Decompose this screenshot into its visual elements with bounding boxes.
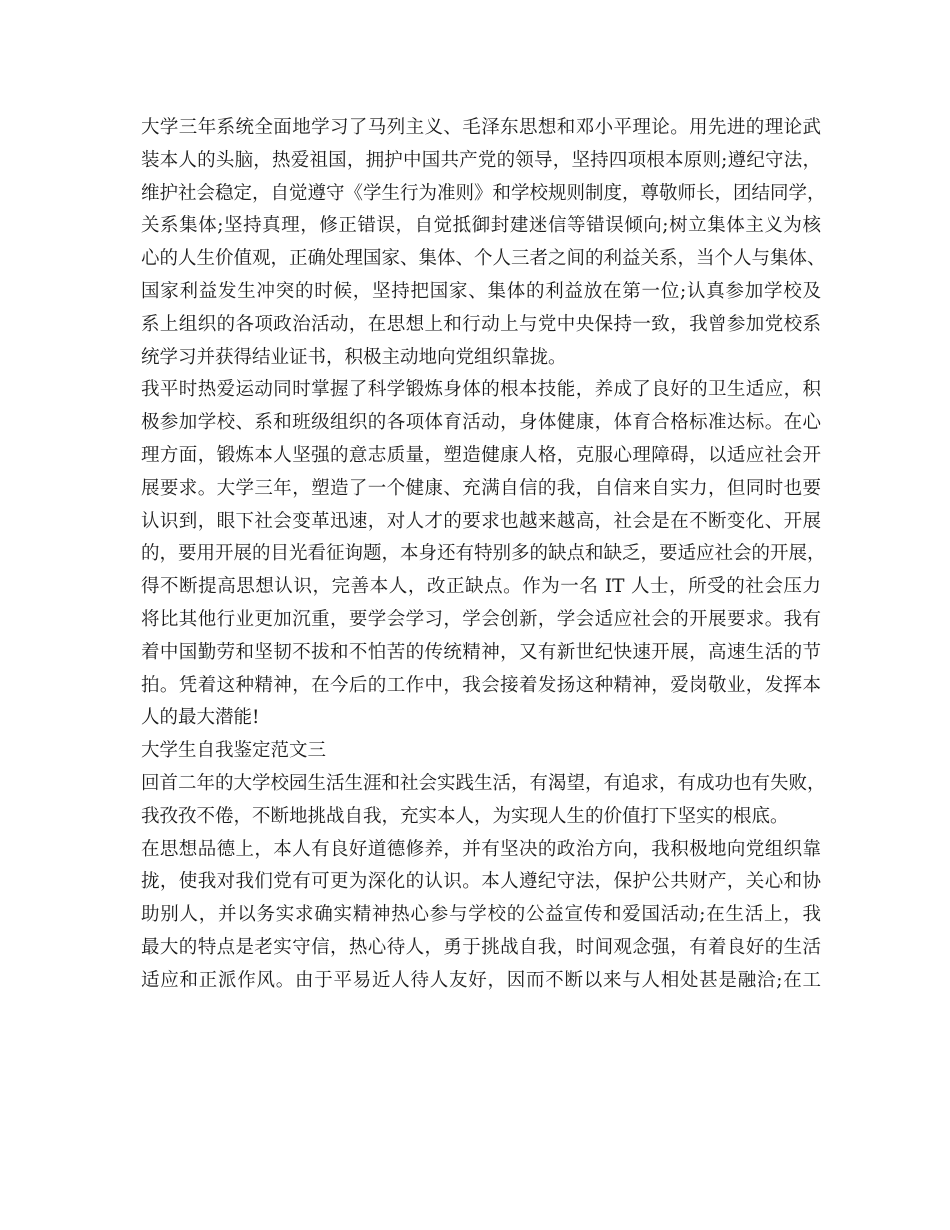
text-line: 我孜孜不倦，不断地挑战自我，充实本人，为实现人生的价值打下坚实的根底。 [141, 805, 789, 827]
text-line: 维护社会稳定，自觉遵守《学生行为准则》和学校规则制度，尊敬师长，团结同学， [141, 182, 826, 204]
text-line: 在思想品德上，本人有良好道德修养，并有坚决的政治方向，我积极地向党组织靠 [141, 838, 821, 860]
text-line: 大学三年系统全面地学习了马列主义、毛泽东思想和邓小平理论。用先进的理论武 [141, 117, 821, 138]
text-line: 着中国勤劳和坚韧不拔和不怕苦的传统精神，又有新世纪快速开展，高速生活的节 [141, 641, 821, 663]
text-line: 系上组织的各项政治活动，在思想上和行动上与党中央保持一致，我曾参加党校系 [141, 313, 821, 335]
text-line: 的，要用开展的目光看征询题，本身还有特别多的缺点和缺乏，要适应社会的开展， [141, 543, 826, 565]
text-line: 适应和正派作风。由于平易近人待人友好，因而不断以来与人相处甚是融洽;在工 [141, 969, 821, 991]
text-line: 理方面，锻炼本人坚强的意志质量，塑造健康人格，克服心理障碍，以适应社会开 [141, 444, 821, 466]
text-line: 统学习并获得结业证书，积极主动地向党组织靠拢。 [141, 346, 567, 368]
text-line: 装本人的头脑，热爱祖国，拥护中国共产党的领导，坚持四项根本原则;遵纪守法， [141, 149, 821, 171]
text-line: 极参加学校、系和班级组织的各项体育活动，身体健康，体育合格标准达标。在心 [141, 412, 821, 434]
document-body [141, 112, 826, 998]
text-line: 最大的特点是老实守信，热心待人，勇于挑战自我，时间观念强，有着良好的生活 [141, 936, 821, 958]
text-line: 拢，使我对我们党有可更为深化的认识。本人遵纪守法，保护公共财产，关心和协 [141, 871, 821, 893]
text-line: 我平时热爱运动同时掌握了科学锻炼身体的根本技能，养成了良好的卫生适应，积 [141, 379, 821, 401]
text-line: 将比其他行业更加沉重，要学会学习，学会创新，学会适应社会的开展要求。我有 [141, 608, 821, 630]
text-line: 国家利益发生冲突的时候，坚持把国家、集体的利益放在第一位;认真参加学校及 [141, 280, 821, 302]
section-heading: 大学生自我鉴定范文三 [141, 740, 327, 762]
text-line: 展要求。大学三年，塑造了一个健康、充满自信的我，自信来自实力，但同时也要 [141, 477, 821, 499]
text-line: 回首二年的大学校园生活生涯和社会实践生活，有渴望，有追求，有成功也有失败， [141, 772, 826, 794]
text-line: 心的人生价值观，正确处理国家、集体、个人三者之间的利益关系，当个人与集体、 [141, 248, 826, 270]
text-line: 人的最大潜能! [141, 707, 260, 729]
text-line: 得不断提高思想认识，完善本人，改正缺点。作为一名 IT 人士，所受的社会压力 [141, 576, 821, 598]
text-line: 认识到，眼下社会变革迅速，对人才的要求也越来越高，社会是在不断变化、开展 [141, 510, 821, 532]
text-line: 助别人，并以务实求确实精神热心参与学校的公益宣传和爱国活动;在生活上，我 [141, 904, 821, 926]
text-line: 关系集体;坚持真理，修正错误，自觉抵御封建迷信等错误倾向;树立集体主义为核 [141, 215, 821, 237]
text-line: 拍。凭着这种精神，在今后的工作中，我会接着发扬这种精神，爱岗敬业，发挥本 [141, 674, 821, 696]
